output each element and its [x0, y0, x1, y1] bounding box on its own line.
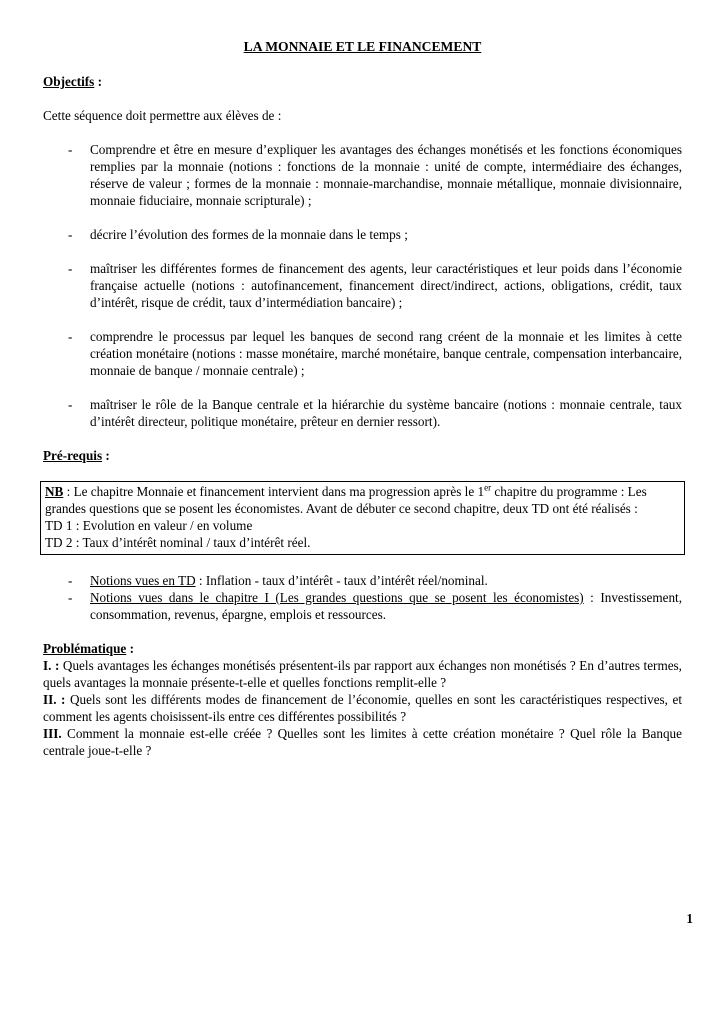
bullet-text: maîtriser les différentes formes de financement des agents, leur caractéristiques et leur poids dans l’économie française actuelle (notions : autofinancement, financement direct/indirect, actions, obligations, crédit, taux d’intérêt, risque de crédit, taux d’intermédiation bancaire) ; [90, 261, 682, 310]
problematique-heading-colon: : [126, 641, 134, 656]
list-item [43, 396, 682, 430]
problematique-item-1-label: I. : [43, 658, 60, 673]
bullet-text [90, 572, 682, 589]
bullet-dash: - [68, 573, 73, 588]
notions-bullet-list [43, 572, 682, 623]
bullet-dash: - [68, 227, 73, 242]
notions-rest: : Investissement, consommation, revenus, épargne, emplois et ressources. [90, 590, 683, 622]
page-number: 1 [686, 911, 693, 926]
bullet-text: maîtriser le rôle de la Banque centrale et la hiérarchie du système bancaire (notions : monnaie centrale, taux d’intérêt directeur, politique monétaire, prêteur en dernier ressort). [90, 397, 682, 429]
nb-text-after-sup: chapitre du programme : Les grandes questions que se posent les économistes. Avant de débuter ce second chapitre, deux TD ont été réalisés : [45, 484, 647, 516]
objectifs-bullet-list [43, 141, 682, 430]
nb-paragraph [45, 483, 679, 517]
nb-label: NB [45, 484, 64, 499]
objectifs-heading-colon: : [94, 74, 102, 89]
nb-td2-line: TD 2 : Taux d’intérêt nominal / taux d’intérêt réel. [45, 535, 311, 550]
nb-box [40, 481, 685, 555]
notions-underlined: Notions vues en TD [90, 573, 196, 588]
bullet-text: comprendre le processus par lequel les banques de second rang créent de la monnaie et les limites à cette création monétaire (notions : masse monétaire, marché monétaire, banque centrale, compensation interbancaire, monnaie de banque / monnaie centrale) ; [90, 329, 682, 378]
problematique-section [43, 640, 682, 759]
list-item [43, 260, 682, 311]
prerequis-heading-colon: : [102, 448, 110, 463]
bullet-dash: - [68, 261, 73, 276]
bullet-dash: - [68, 329, 73, 344]
list-item [43, 589, 682, 623]
notions-underlined: Notions vues dans le chapitre I (Les grandes questions que se posent les économistes) [90, 590, 584, 605]
nb-td1-line: TD 1 : Evolution en valeur / en volume [45, 518, 253, 533]
bullet-dash: - [68, 397, 73, 412]
list-item [43, 328, 682, 379]
list-item [43, 572, 682, 589]
nb-text-before-sup: : Le chapitre Monnaie et financement intervient dans ma progression après le 1 [63, 484, 485, 499]
objectifs-heading-label: Objectifs [43, 74, 95, 89]
problematique-heading [43, 640, 682, 657]
problematique-item-2-text: Quels sont les différents modes de financement de l’économie, quelles en sont les caractéristiques respectives, et comment les agents choisissent-ils entre ces différentes possibilités ? [43, 692, 682, 724]
document-title: LA MONNAIE ET LE FINANCEMENT [243, 39, 482, 54]
bullet-text [90, 589, 682, 623]
problematique-item-2 [43, 691, 682, 725]
objectifs-intro: Cette séquence doit permettre aux élèves de : [43, 108, 282, 123]
prerequis-heading-label: Pré-requis [43, 448, 103, 463]
list-item [43, 226, 682, 243]
prerequis-heading [43, 447, 682, 464]
problematique-item-3-text: Comment la monnaie est-elle créée ? Quelles sont les limites à cette création monétaire ? Quel rôle la Banque centrale joue-t-elle ? [43, 726, 682, 758]
list-item [43, 141, 682, 209]
problematique-item-3 [43, 725, 682, 759]
problematique-heading-label: Problématique [43, 641, 127, 656]
bullet-dash: - [68, 142, 73, 157]
objectifs-heading [43, 73, 682, 90]
problematique-item-1 [43, 657, 682, 691]
bullet-text: décrire l’évolution des formes de la monnaie dans le temps ; [90, 227, 408, 242]
bullet-dash: - [68, 590, 73, 605]
problematique-item-1-text: Quels avantages les échanges monétisés présentent-ils par rapport aux échanges non monétisés ? En d’autres termes, quels avantages la monnaie présente-t-elle et quelles fonctions remplit-elle ? [43, 658, 682, 690]
problematique-item-3-label: III. [43, 726, 62, 741]
problematique-item-2-label: II. : [43, 692, 66, 707]
nb-superscript: er [484, 482, 492, 493]
notions-rest: : Inflation - taux d’intérêt - taux d’intérêt réel/nominal. [195, 573, 488, 588]
bullet-text: Comprendre et être en mesure d’expliquer les avantages des échanges monétisés et les fonctions économiques remplies par la monnaie (notions : fonctions de la monnaie : unité de compte, intermédiaire des échanges, réserve de valeur ; formes de la monnaie : monnaie-marchandise, monnaie métallique, monnaie divisionnaire, monnaie fiduciaire, monnaie scripturale) ; [90, 142, 682, 208]
